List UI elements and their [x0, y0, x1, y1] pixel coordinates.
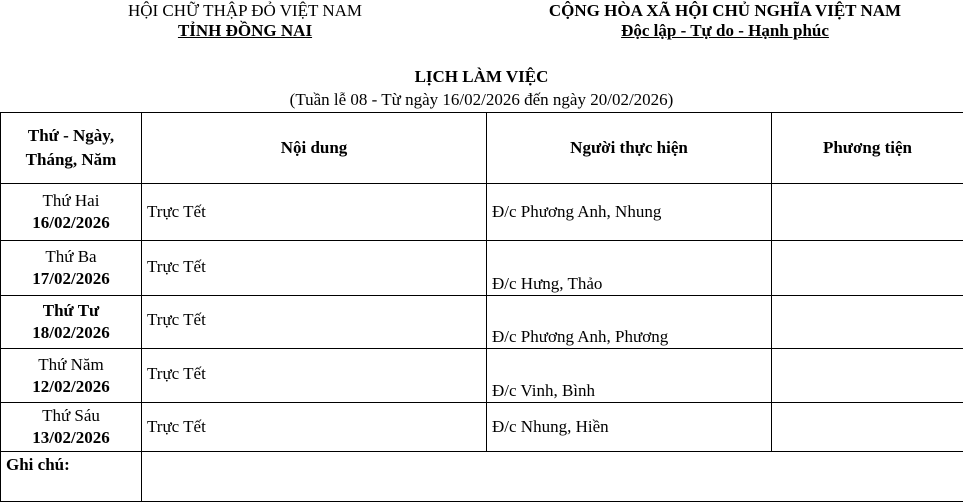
organization-name: HỘI CHỮ THẬP ĐỎ VIỆT NAM [110, 1, 380, 21]
organization-header [110, 1, 380, 41]
vehicle-cell [772, 184, 963, 241]
day-name: Thứ Tư [6, 300, 136, 322]
person-cell: Đ/c Nhung, Hiền [487, 403, 772, 452]
content-cell: Trực Tết [142, 296, 487, 349]
day-cell [1, 296, 142, 349]
day-date: 13/02/2026 [6, 427, 136, 449]
vehicle-cell [772, 241, 963, 296]
table-header-row [1, 113, 963, 184]
vehicle-cell [772, 349, 963, 403]
note-content [142, 452, 963, 502]
day-name: Thứ Sáu [6, 405, 136, 427]
day-date: 12/02/2026 [6, 376, 136, 398]
person-cell: Đ/c Phương Anh, Phương [487, 296, 772, 349]
table-row [1, 403, 963, 452]
day-cell [1, 349, 142, 403]
header-person: Người thực hiện [487, 113, 772, 184]
header-day: Thứ - Ngày, Tháng, Năm [1, 113, 142, 184]
note-label: Ghi chú: [1, 452, 142, 502]
vehicle-cell [772, 403, 963, 452]
table-row [1, 241, 963, 296]
national-name: CỘNG HÒA XÃ HỘI CHỦ NGHĨA VIỆT NAM [530, 1, 920, 21]
document-title: LỊCH LÀM VIỆC [0, 67, 963, 87]
organization-province: TỈNH ĐỒNG NAI [110, 21, 380, 41]
schedule-table [0, 112, 963, 502]
day-cell [1, 184, 142, 241]
document-subtitle: (Tuần lễ 08 - Từ ngày 16/02/2026 đến ngày 20/02/2026) [0, 90, 963, 110]
content-cell: Trực Tết [142, 241, 487, 296]
note-row [1, 452, 963, 502]
person-cell: Đ/c Hưng, Thảo [487, 241, 772, 296]
table-row [1, 296, 963, 349]
person-cell: Đ/c Phương Anh, Nhung [487, 184, 772, 241]
table-row [1, 349, 963, 403]
day-date: 17/02/2026 [6, 268, 136, 290]
content-cell: Trực Tết [142, 403, 487, 452]
content-cell: Trực Tết [142, 349, 487, 403]
national-header [530, 1, 920, 41]
day-name: Thứ Ba [6, 246, 136, 268]
day-name: Thứ Năm [6, 354, 136, 376]
content-cell: Trực Tết [142, 184, 487, 241]
day-cell [1, 403, 142, 452]
day-name: Thứ Hai [6, 190, 136, 212]
header-vehicle: Phương tiện [772, 113, 963, 184]
person-cell: Đ/c Vinh, Bình [487, 349, 772, 403]
national-motto: Độc lập - Tự do - Hạnh phúc [530, 21, 920, 41]
day-date: 16/02/2026 [6, 212, 136, 234]
header-content: Nội dung [142, 113, 487, 184]
day-date: 18/02/2026 [6, 322, 136, 344]
table-row [1, 184, 963, 241]
vehicle-cell [772, 296, 963, 349]
day-cell [1, 241, 142, 296]
